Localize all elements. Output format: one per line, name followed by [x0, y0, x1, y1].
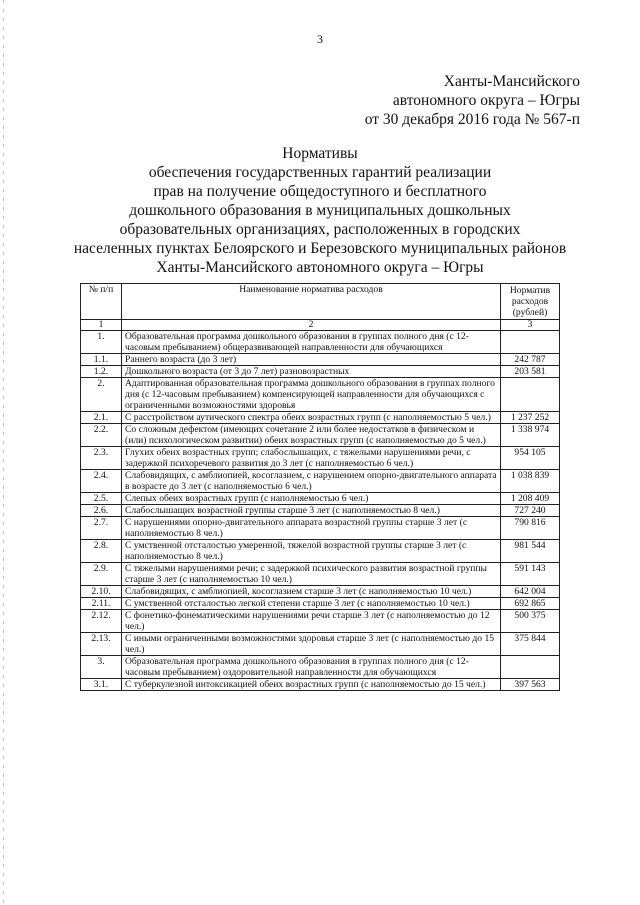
row-number: 2.2. — [81, 424, 122, 447]
row-number: 2.4. — [81, 470, 122, 493]
row-value: 790 816 — [501, 517, 560, 540]
table-row — [81, 412, 560, 424]
table-row — [81, 598, 560, 610]
table-row — [81, 354, 560, 366]
table-row — [81, 366, 560, 378]
row-value: 1 208 409 — [501, 493, 560, 505]
row-name: Дошкольного возраста (от 3 до 7 лет) разновозрастных — [122, 366, 501, 378]
row-value: 1 038 839 — [501, 470, 560, 493]
row-number: 2.1. — [81, 412, 122, 424]
title-line-4: дошкольного образования в муниципальных дошкольных — [129, 202, 511, 219]
row-number: 2.12. — [81, 610, 122, 633]
index-cell-1: 1 — [81, 320, 122, 331]
row-name: Раннего возраста (до 3 лет) — [122, 354, 501, 366]
norms-table — [80, 283, 560, 691]
row-name: Образовательная программа дошкольного образования в группах полного дня (с 12-часовым пребыванием) общеразвивающей направленности для обучающихся — [122, 331, 501, 354]
row-number: 1.2. — [81, 366, 122, 378]
table-row — [81, 505, 560, 517]
table-row — [81, 540, 560, 563]
row-value: 954 105 — [501, 447, 560, 470]
header-line-2: автономного округа – Югры — [392, 92, 580, 109]
row-name: Слабовидящих, с амблиопией, косоглазием старше 3 лет (с наполняемостью 10 чел.) — [122, 586, 501, 598]
row-value: 692 865 — [501, 598, 560, 610]
row-number: 2.10. — [81, 586, 122, 598]
table-row — [81, 563, 560, 586]
row-value: 1 237 252 — [501, 412, 560, 424]
row-name: Адаптированная образовательная программа дошкольного образования в группах полного дня (с 12-часовым пребыванием) компенсирующей направленности для обучающихся с ограниченными возможностями здоровья — [122, 378, 501, 412]
row-value: 981 544 — [501, 540, 560, 563]
header-line-3: от 30 декабря 2016 года № 567-п — [364, 111, 580, 128]
row-name: С нарушениями опорно-двигательного аппарата возрастной группы старше 3 лет (с наполняемостью 8 чел.) — [122, 517, 501, 540]
table-index-row — [81, 320, 560, 331]
row-number: 2.13. — [81, 633, 122, 656]
row-value: 591 143 — [501, 563, 560, 586]
row-value — [501, 378, 560, 412]
row-number: 1.1. — [81, 354, 122, 366]
row-number: 2.11. — [81, 598, 122, 610]
page-number: 3 — [317, 32, 323, 46]
row-name: Образовательная программа дошкольного образования в группах полного дня (с 12-часовым пребыванием) оздоровительной направленности для обучающихся — [122, 656, 501, 679]
header-value: Норматив расходов (рублей) — [501, 284, 560, 320]
row-number: 2.5. — [81, 493, 122, 505]
row-name: Глухих обеих возрастных групп; слабослышащих, с тяжелыми нарушениями речи, с задержкой психоречевого развития до 3 лет (с наполняемостью 6 чел.) — [122, 447, 501, 470]
row-value: 1 338 974 — [501, 424, 560, 447]
row-name: С расстройством аутического спектра обеих возрастных групп (с наполняемостью 5 чел.) — [122, 412, 501, 424]
table-row — [81, 424, 560, 447]
row-name: С фонетико-фонематическими нарушениями речи старше 3 лет (с наполняемостью до 12 чел.) — [122, 610, 501, 633]
document-title — [40, 144, 600, 277]
table-row — [81, 586, 560, 598]
row-value — [501, 656, 560, 679]
table-row — [81, 378, 560, 412]
row-number: 2.8. — [81, 540, 122, 563]
table-row — [81, 493, 560, 505]
row-number: 1. — [81, 331, 122, 354]
title-line-6: населенных пунктах Белоярского и Березовского муниципальных районов — [73, 240, 567, 257]
row-value: 727 240 — [501, 505, 560, 517]
row-value: 203 581 — [501, 366, 560, 378]
table-row — [81, 447, 560, 470]
row-name: С туберкулезной интоксикацией обеих возрастных групп (с наполняемостью до 15 чел.) — [122, 679, 501, 691]
table-row — [81, 610, 560, 633]
table-row — [81, 517, 560, 540]
index-cell-3: 3 — [501, 320, 560, 331]
row-name: Слепых обеих возрастных групп (с наполняемостью 6 чел.) — [122, 493, 501, 505]
row-number: 2.6. — [81, 505, 122, 517]
row-number: 2.9. — [81, 563, 122, 586]
title-line-5: образовательных организациях, расположенных в городских — [119, 221, 521, 238]
header-name: Наименование норматива расходов — [122, 284, 501, 320]
index-cell-2: 2 — [122, 320, 501, 331]
table-row — [81, 656, 560, 679]
row-number: 2.3. — [81, 447, 122, 470]
table-row — [81, 633, 560, 656]
row-number: 2. — [81, 378, 122, 412]
row-value — [501, 331, 560, 354]
row-value: 397 563 — [501, 679, 560, 691]
row-value: 375 844 — [501, 633, 560, 656]
title-line-3: прав на получение общедоступного и бесплатного — [153, 183, 487, 200]
title-line-1: Нормативы — [282, 145, 358, 162]
row-number: 3.1. — [81, 679, 122, 691]
table-row — [81, 470, 560, 493]
row-name: С умственной отсталостью легкой степени старше 3 лет (с наполняемостью 10 чел.) — [122, 598, 501, 610]
row-value: 500 375 — [501, 610, 560, 633]
row-name: Слабослышащих возрастной группы старше 3 лет (с наполняемостью 8 чел.) — [122, 505, 501, 517]
row-name: С умственной отсталостью умеренной, тяжелой возрастной группы старше 3 лет (с наполняемостью 8 чел.) — [122, 540, 501, 563]
row-name: С тяжелыми нарушениями речи; с задержкой психического развития возрастной группы старше 3 лет (с наполняемостью 10 чел.) — [122, 563, 501, 586]
title-line-7: Ханты-Мансийского автономного округа – Югры — [156, 259, 484, 276]
document-header — [365, 72, 580, 129]
header-num: № п/п — [81, 284, 122, 320]
table-body — [81, 331, 560, 691]
row-value: 642 004 — [501, 586, 560, 598]
row-number: 3. — [81, 656, 122, 679]
table-row — [81, 679, 560, 691]
row-name: Со сложным дефектом (имеющих сочетание 2 или более недостатков в физическом и (или) психологическом развитии) обеих возрастных групп (с наполняемостью до 5 чел.) — [122, 424, 501, 447]
scan-margin-line — [3, 0, 4, 905]
table-header-row — [81, 284, 560, 320]
row-value: 242 787 — [501, 354, 560, 366]
row-name: С иными ограниченными возможностями здоровья старше 3 лет (с наполняемостью до 15 чел.) — [122, 633, 501, 656]
table-row — [81, 331, 560, 354]
title-line-2: обеспечения государственных гарантий реализации — [148, 164, 492, 181]
header-line-1: Ханты-Мансийского — [443, 73, 580, 90]
row-number: 2.7. — [81, 517, 122, 540]
row-name: Слабовидящих, с амблиопией, косоглазием, с нарушением опорно-двигательного аппарата в возрасте до 3 лет (с наполняемостью 6 чел.) — [122, 470, 501, 493]
